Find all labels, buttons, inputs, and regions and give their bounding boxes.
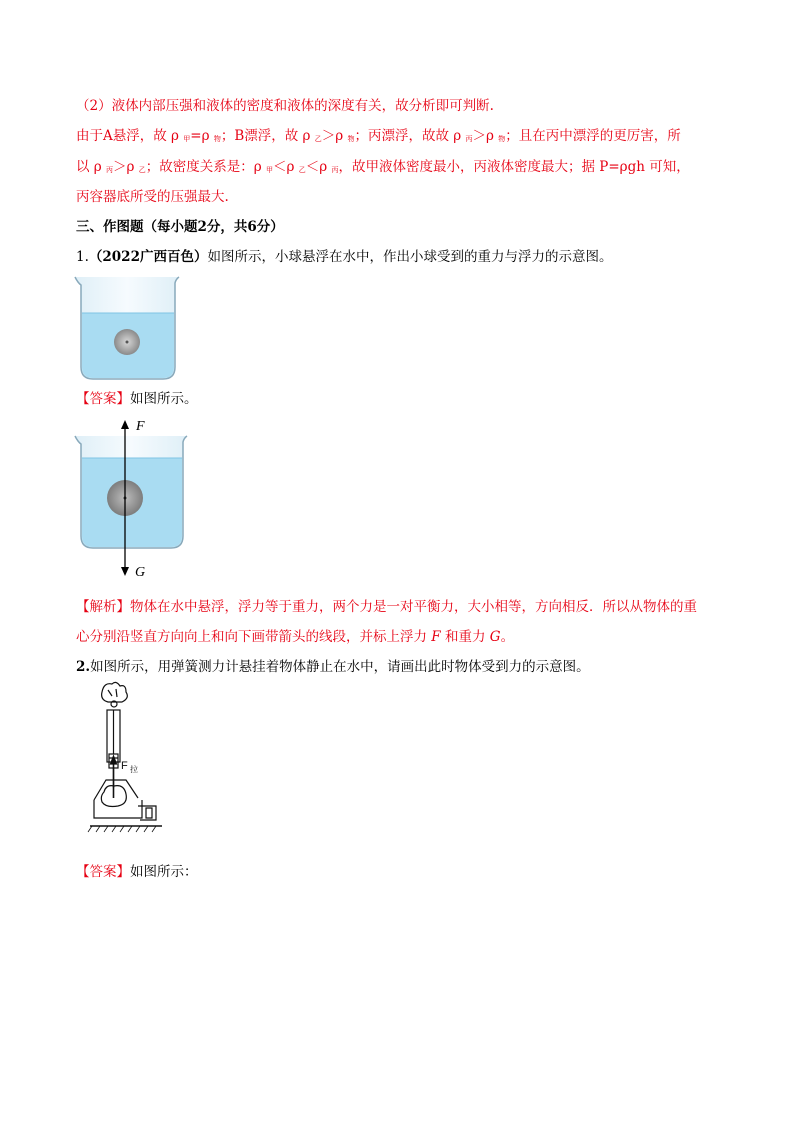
q2-spring-scale-figure bbox=[86, 680, 168, 840]
arrow-up-icon bbox=[121, 420, 129, 429]
prev-answer-line-3: 以 ρ 丙＞ρ 乙；故密度关系是：ρ 甲＜ρ 乙＜ρ 丙，故甲液体密度最小，丙液体密度最大；据 P=ρgh 可知， bbox=[76, 159, 690, 175]
q2-number: 2. bbox=[76, 659, 91, 675]
q2-answer bbox=[76, 862, 198, 882]
q1-answer-tag: 【答案】 bbox=[76, 391, 130, 407]
q2-text: 如图所示，用弹簧测力计悬挂着物体静止在水中，请画出此时物体受到力的示意图。 bbox=[90, 659, 590, 675]
prev-answer-line-4: 丙容器底所受的压强最大. bbox=[76, 189, 229, 205]
q1-analysis-line-1: 【解析】物体在水中悬浮，浮力等于重力，两个力是一对平衡力，大小相等，方向相反．所以从物体的重 bbox=[76, 599, 697, 615]
svg-text:拉: 拉 bbox=[130, 765, 138, 774]
label-F: F bbox=[136, 419, 145, 434]
label-G: G bbox=[135, 565, 146, 580]
q1-analysis-tag: 【解析】 bbox=[76, 599, 130, 615]
q1-stem bbox=[76, 247, 612, 267]
q2-answer-tag: 【答案】 bbox=[76, 864, 130, 880]
q1-text: 如图所示，小球悬浮在水中，作出小球受到的重力与浮力的示意图。 bbox=[207, 249, 613, 265]
arrow-down-icon bbox=[121, 567, 129, 576]
q2-stem bbox=[76, 657, 590, 677]
q1-analysis-line-2: 心分别沿竖直方向向上和向下画带箭头的线段，并标上浮力 F 和重力 G。 bbox=[76, 629, 515, 645]
hand-icon bbox=[102, 682, 128, 702]
q1-answer-text: 如图所示。 bbox=[130, 391, 198, 407]
pull-force-label: F bbox=[121, 760, 128, 772]
section-title: 三、作图题（每小题2分，共6分） bbox=[76, 219, 284, 235]
q1-beaker-figure bbox=[72, 273, 182, 381]
prev-answer-line-2: 由于A悬浮，故 ρ 甲=ρ 物；B漂浮，故 ρ 乙＞ρ 物；丙漂浮，故故 ρ 丙＞ρ 物；且在丙中漂浮的更厉害，所 bbox=[76, 128, 681, 144]
q1-source: （2022广西百色） bbox=[88, 249, 208, 265]
q1-answer bbox=[76, 389, 198, 409]
prev-answer-line-1: （2）液体内部压强和液体的密度和液体的深度有关，故分析即可判断. bbox=[76, 98, 494, 114]
q1-answer-figure bbox=[72, 418, 197, 583]
q1-number: 1. bbox=[76, 249, 89, 265]
q2-answer-text: 如图所示： bbox=[130, 864, 198, 880]
